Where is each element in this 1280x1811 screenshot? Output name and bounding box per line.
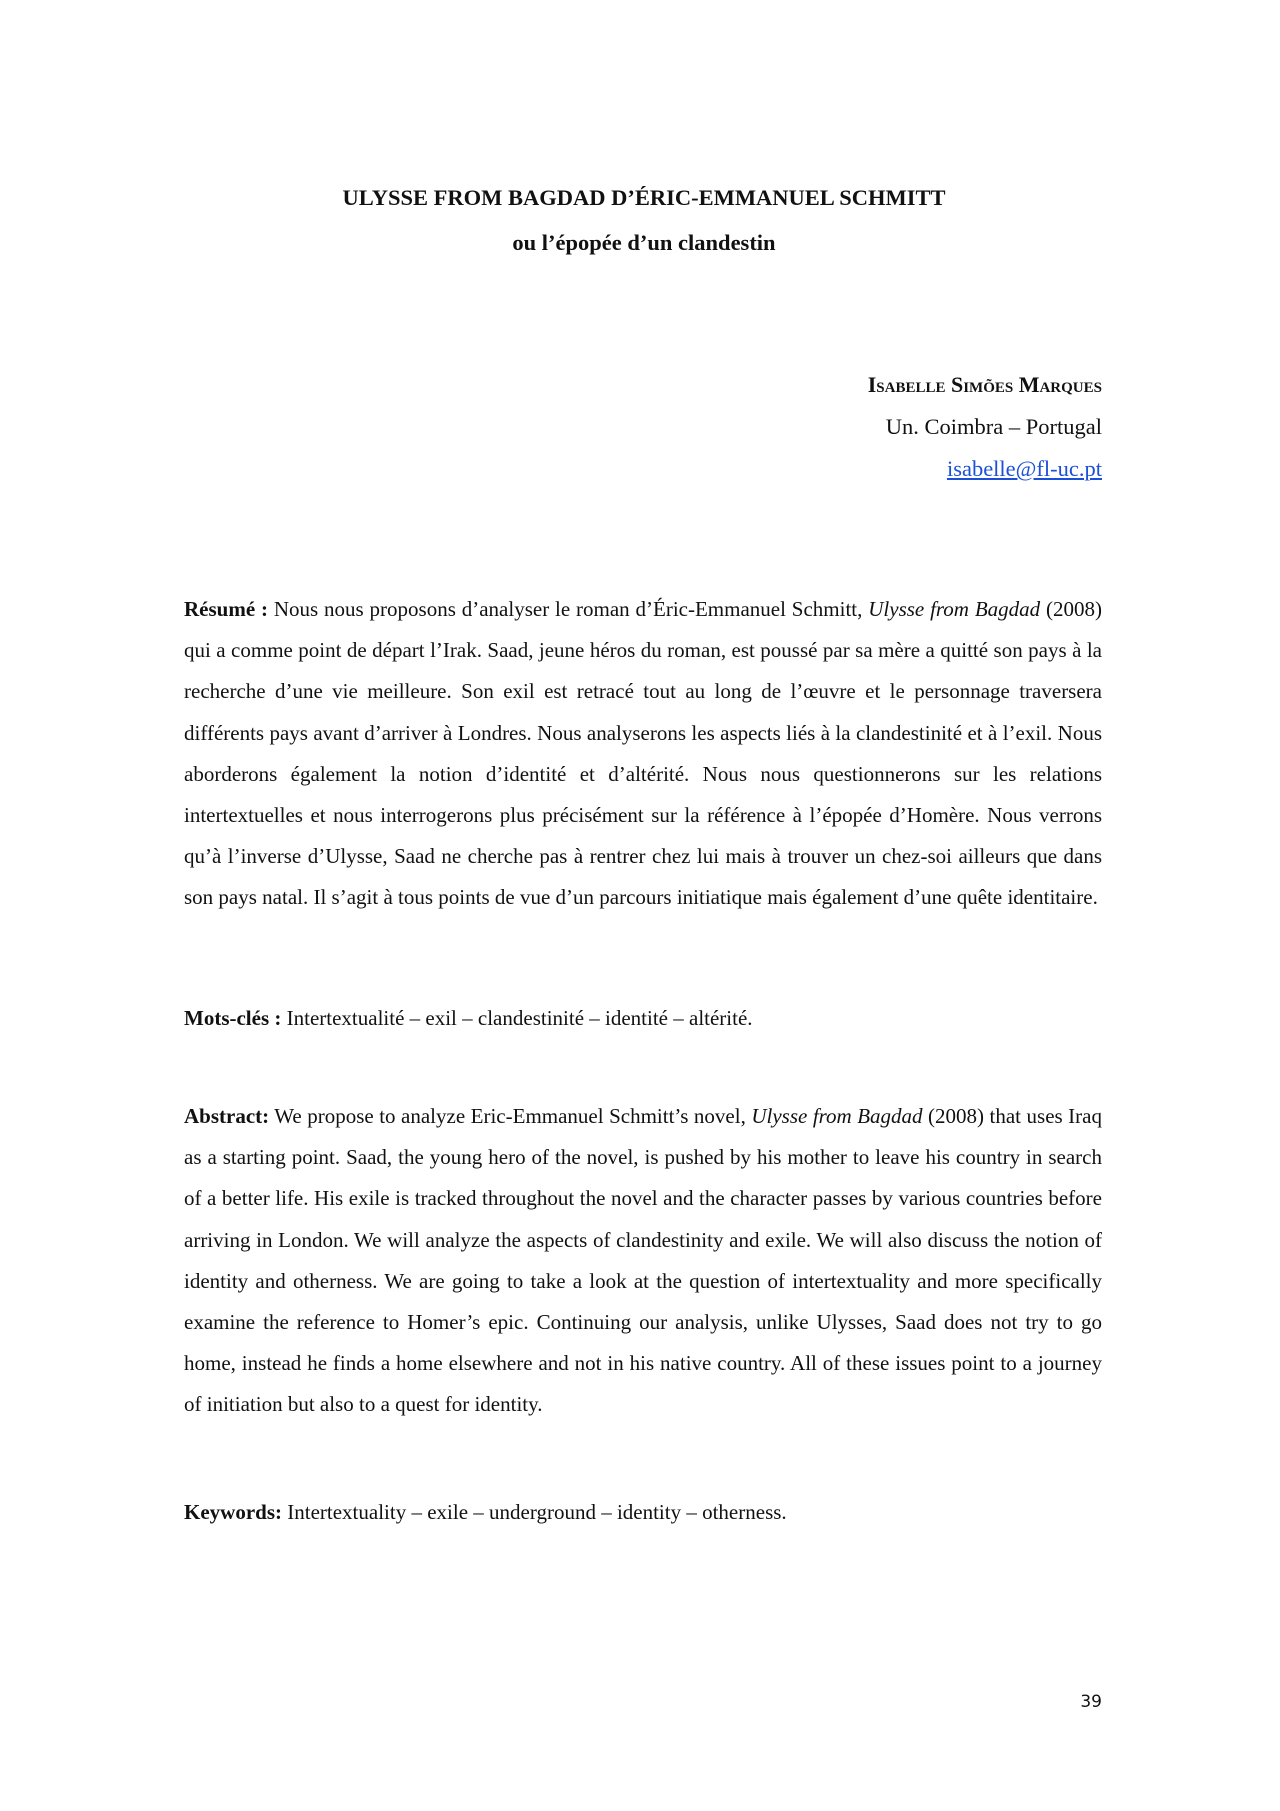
abstract-paragraph xyxy=(184,1096,1102,1426)
abstract-text-1: We propose to analyze Eric-Emmanuel Schmitt’s novel, xyxy=(269,1104,752,1128)
abstract-work-title: Ulysse from Bagdad xyxy=(751,1104,923,1128)
mots-cles-label: Mots-clés : xyxy=(184,1006,282,1030)
author-name: Isabelle Simões Marques xyxy=(867,372,1102,397)
mots-cles-paragraph xyxy=(184,998,1102,1039)
resume-work-title: Ulysse from Bagdad xyxy=(868,597,1041,621)
keywords-paragraph xyxy=(184,1492,1102,1533)
article-subtitle: ou l’épopée d’un clandestin xyxy=(512,230,776,255)
resume-text-1: Nous nous proposons d’analyser le roman d’Éric-Emmanuel Schmitt, xyxy=(268,597,869,621)
article-title: ULYSSE FROM BAGDAD D’ÉRIC-EMMANUEL SCHMITT xyxy=(342,185,946,210)
keywords-label: Keywords: xyxy=(184,1500,282,1524)
page-number: 39 xyxy=(1080,1692,1102,1712)
author-affiliation: Un. Coimbra – Portugal xyxy=(885,414,1102,439)
resume-paragraph xyxy=(184,589,1102,919)
keywords-text: Intertextuality – exile – underground – identity – otherness. xyxy=(282,1500,787,1524)
mots-cles-text: Intertextualité – exil – clandestinité – identité – altérité. xyxy=(281,1006,753,1030)
resume-text-2: (2008) qui a comme point de départ l’Irak. Saad, jeune héros du roman, est poussé par sa mère a quitté son pays à la recherche d’une vie meilleure. Son exil est retracé tout au long de l’œuvre et le personnage traversera différents pays avant d’arriver à Londres. Nous analyserons les aspects liés à la clandestinité et à l’exil. Nous aborderons également la notion d’identité et d’altérité. Nous nous questionnerons sur les relations intertextuelles et nous interrogerons plus précisément sur la référence à l’épopée d’Homère. Nous verrons qu’à l’inverse d’Ulysse, Saad ne cherche pas à rentrer chez lui mais à trouver un chez-soi ailleurs que dans son pays natal. Il s’agit à tous points de vue d’un parcours initiatique mais également d’une quête identitaire. xyxy=(184,597,1102,910)
resume-label: Résumé : xyxy=(184,597,268,621)
author-block xyxy=(868,364,1102,490)
author-email-link[interactable]: isabelle@fl-uc.pt xyxy=(946,456,1102,481)
abstract-text-2: (2008) that uses Iraq as a starting point. Saad, the young hero of the novel, is pushed by his mother to leave his country in search of a better life. His exile is tracked throughout the novel and the character passes by various countries before arriving in London. We will analyze the aspects of clandestinity and exile. We will also discuss the notion of identity and otherness. We are going to take a look at the question of intertextuality and more specifically examine the reference to Homer’s epic. Continuing our analysis, unlike Ulysses, Saad does not try to go home, instead he finds a home elsewhere and not in his native country. All of these issues point to a journey of initiation but also to a quest for identity. xyxy=(184,1104,1102,1417)
abstract-label: Abstract: xyxy=(184,1104,270,1128)
